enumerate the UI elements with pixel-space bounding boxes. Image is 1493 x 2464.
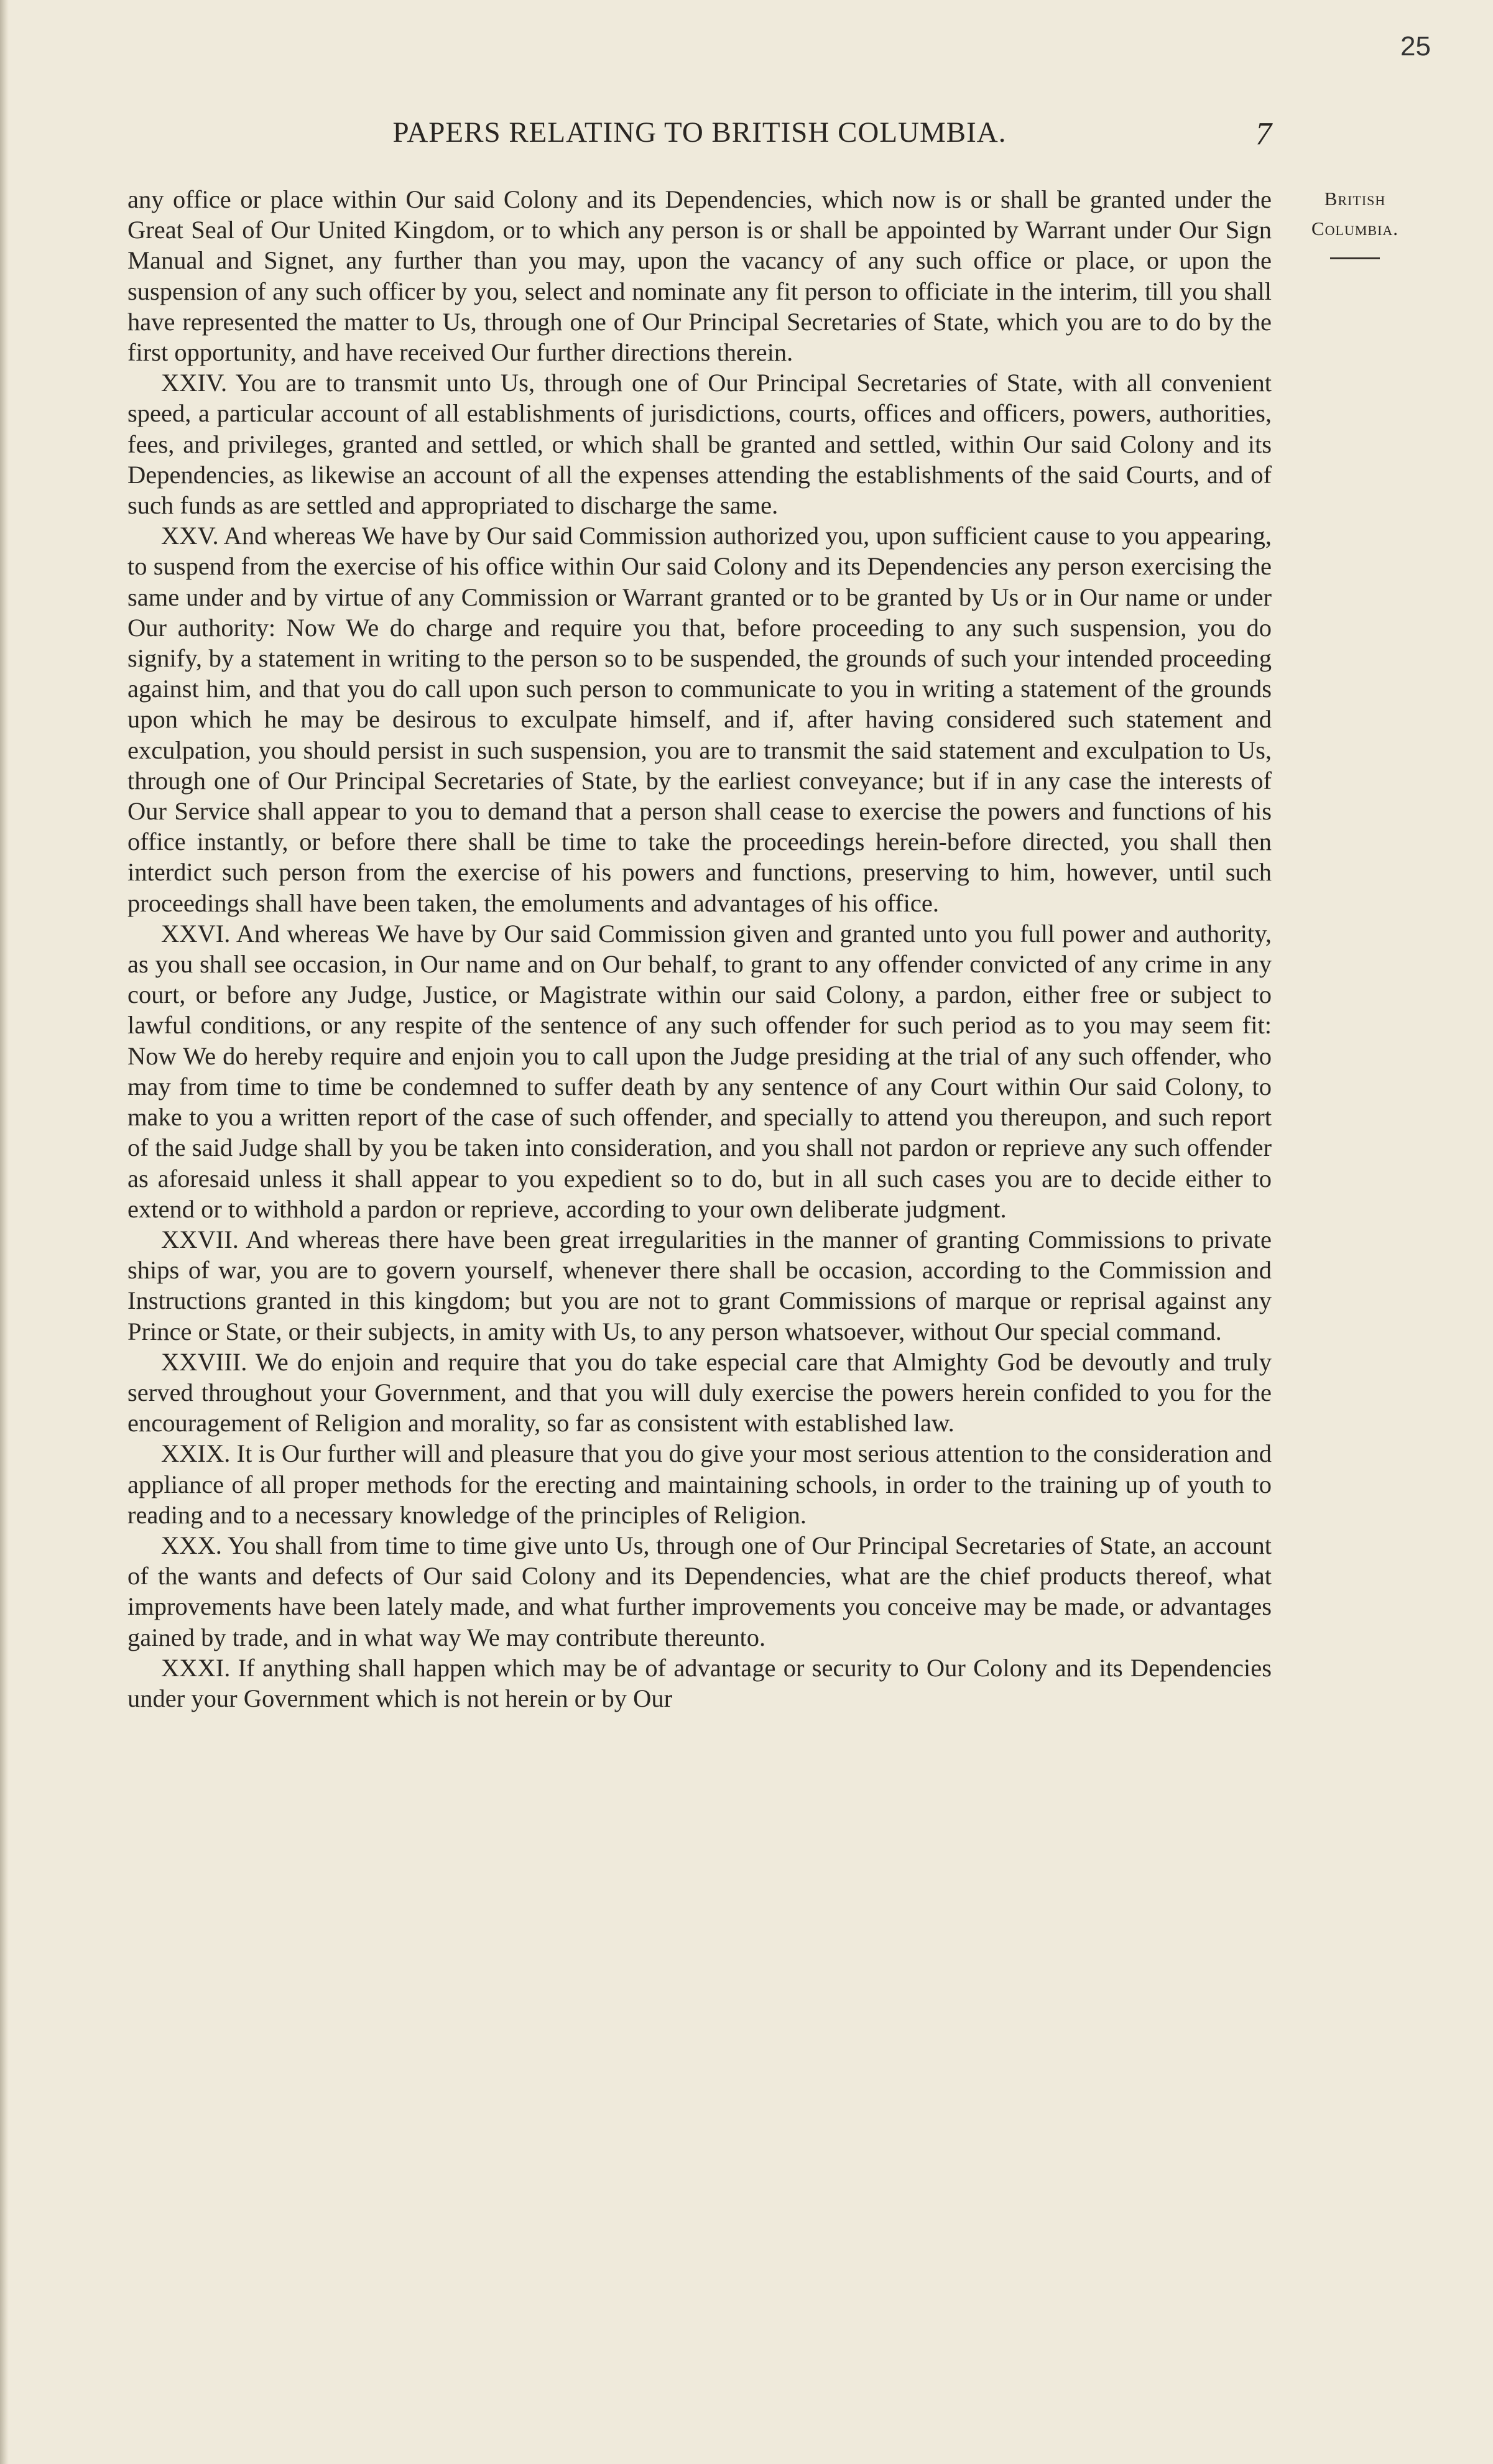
paragraph-xxviii: XXVIII. We do enjoin and require that you do take especial care that Almighty God be devoutly and truly served throughout your Government, and that you will duly exercise the powers herein confided to you for the encouragement of Religion and morality, so far as consistent with established law.	[127, 1347, 1272, 1437]
folio-number: 7	[1255, 116, 1272, 152]
margin-note-rule	[1330, 257, 1380, 259]
running-head	[127, 116, 1272, 155]
paragraph-xxx: XXX. You shall from time to time give unto Us, through one of Our Principal Secretaries of State, an account of the wants and defects of Our said Colony and its Dependencies, what are the chief products thereof, what improvements have been lately made, and what further improvements you conceive may be made, or advantages gained by trade, and in what way We may contribute thereunto.	[127, 1531, 1272, 1651]
margin-note-line-1: British	[1324, 188, 1386, 210]
page-binding-edge	[0, 0, 9, 2464]
archive-page-number: 25	[1400, 31, 1431, 62]
margin-note-line-2: Columbia.	[1311, 218, 1399, 239]
margin-note	[1296, 184, 1414, 259]
body-text	[127, 184, 1272, 1714]
paragraph-xxiv: XXIV. You are to transmit unto Us, through one of Our Principal Secretaries of State, with all convenient speed, a particular account of all establishments of jurisdictions, courts, offices and officers, powers, authorities, fees, and privileges, granted and settled, or which shall be granted and settled, within Our said Colony and its Dependencies, as likewise an account of all the expenses attending the establishments of the said Courts, and of such funds as are settled and appropriated to discharge the same.	[127, 369, 1272, 520]
paragraph-continuation: any office or place within Our said Colony and its Dependencies, which now is or shall be granted under the Great Seal of Our United Kingdom, or to which any person is or shall be appointed by Warrant under Our Sign Manual and Signet, any further than you may, upon the vacancy of any such office or place, or upon the suspension of any such officer by you, select and nominate any fit person to officiate in the interim, till you shall have represented the matter to Us, through one of Our Principal Secretaries of State, which you are to do by the first opportunity, and have received Our further directions therein.	[127, 185, 1272, 367]
running-title: PAPERS RELATING TO BRITISH COLUMBIA.	[392, 116, 1007, 149]
paragraph-xxv: XXV. And whereas We have by Our said Commission authorized you, upon sufficient cause to you appearing, to suspend from the exercise of his office within Our said Colony and its Dependencies any person exercising the same under and by virtue of any Commission or Warrant granted or to be granted by Us or in Our name or under Our authority: Now We do charge and require you that, before proceeding to any such suspension, you do signify, by a statement in writing to the person so to be suspended, the grounds of such your intended proceeding against him, and that you do call upon such person to communicate to you in writing a statement of the grounds upon which he may be desirous to exculpate himself, and if, after having considered such statement and exculpation, you should persist in such suspension, you are to transmit the said statement and exculpation to Us, through one of Our Principal Secretaries of State, by the earliest conveyance; but if in any case the interests of Our Service shall appear to you to demand that a person shall cease to exercise the powers and functions of his office instantly, or before there shall be time to take the proceedings herein-before directed, you shall then interdict such person from the exercise of his powers and functions, preserving to him, however, until such proceedings shall have been taken, the emoluments and advantages of his office.	[127, 522, 1272, 917]
paragraph-xxvii: XXVII. And whereas there have been great irregularities in the manner of granting Commissions to private ships of war, you are to govern yourself, whenever there shall be occasion, according to the Commission and Instructions granted in this kingdom; but you are not to grant Commissions of marque or reprisal against any Prince or State, or their subjects, in amity with Us, to any person whatsoever, without Our special command.	[127, 1225, 1272, 1345]
paragraph-xxxi: XXXI. If anything shall happen which may be of advantage or security to Our Colony and its Dependencies under your Government which is not herein or by Our	[127, 1653, 1272, 1712]
paragraph-xxix: XXIX. It is Our further will and pleasure that you do give your most serious attention to the consideration and appliance of all proper methods for the erecting and maintaining schools, in order to the training up of youth to reading and to a necessary knowledge of the principles of Religion.	[127, 1439, 1272, 1529]
paragraph-xxvi: XXVI. And whereas We have by Our said Commission given and granted unto you full power and authority, as you shall see occasion, in Our name and on Our behalf, to grant to any offender convicted of any crime in any court, or before any Judge, Justice, or Magistrate within our said Colony, a pardon, either free or subject to lawful conditions, or any respite of the sentence of any such offender for such period as to you may seem fit: Now We do hereby require and enjoin you to call upon the Judge presiding at the trial of any such offender, who may from time to time be condemned to suffer death by any sentence of any Court within Our said Colony, to make to you a written report of the case of such offender, and specially to attend you thereupon, and such report of the said Judge shall by you be taken into consideration, and you shall not pardon or reprieve any such offender as aforesaid unless it shall appear to you expedient so to do, but in all such cases you are to decide either to extend or to withhold a pardon or reprieve, according to your own deliberate judgment.	[127, 919, 1272, 1223]
